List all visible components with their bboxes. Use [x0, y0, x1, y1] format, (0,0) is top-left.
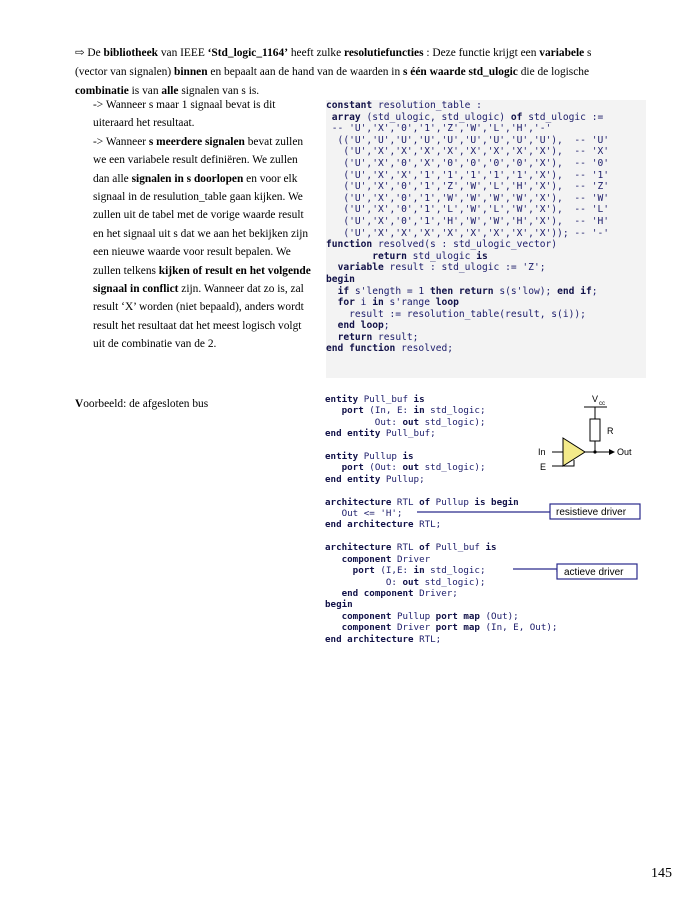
code-line: entity Pullup is: [325, 451, 414, 463]
arrow-icon: ⇨: [75, 47, 85, 59]
code-line: architecture RTL of Pull_buf is: [325, 542, 497, 554]
resolution-function-code: [326, 100, 646, 378]
code-line: end entity Pull_buf;: [325, 428, 436, 440]
code-line: end component Driver;: [341, 587, 458, 599]
code-line: variable result : std_ulogic := 'Z';: [337, 262, 546, 274]
code-line: return result;: [337, 331, 419, 343]
code-line: ('U','X','X','X','X','X','X','X','X')); -- '-': [343, 227, 610, 239]
code-line: ('U','X','0','X','0','0','0','0','X'), -- '0': [343, 157, 610, 169]
explanation-single-signal: -> Wanneer s maar 1 signaal bevat is dit uiteraard het resultaat.: [93, 99, 276, 130]
code-line: return std_ulogic is: [372, 250, 488, 262]
code-line: array (std_ulogic, std_ulogic) of std_ulogic :=: [331, 111, 604, 123]
vcc-label: V: [592, 394, 599, 404]
code-line: Out <= 'H';: [341, 508, 403, 520]
code-line: begin: [326, 273, 355, 285]
code-line: Out: out std_logic);: [325, 416, 486, 428]
code-line: component Pullup port map (Out);: [341, 610, 519, 622]
code-line: ('U','X','X','X','X','X','X','X','X'), -- 'X': [343, 146, 610, 158]
active-driver-label: actieve driver: [564, 567, 624, 578]
example-heading: Voorbeeld: de afgesloten bus: [75, 398, 209, 410]
code-line: end architecture RTL;: [325, 633, 442, 645]
code-line: begin: [325, 599, 353, 611]
resistor-icon: [590, 419, 600, 441]
bus-example-figure: [325, 394, 645, 645]
code-line: (('U','U','U','U','U','U','U','U','U'), -- 'U': [337, 134, 610, 146]
out-label: Out: [617, 447, 632, 457]
code-line: port (I,E: in std_logic;: [352, 565, 486, 577]
code-line: ('U','X','0','1','L','W','L','W','X'), -- 'L': [343, 204, 610, 216]
code-line: port (Out: out std_logic);: [341, 462, 486, 474]
arrow-right-icon: [609, 449, 615, 455]
code-line: end function resolved;: [326, 343, 454, 355]
code-line: end entity Pullup;: [325, 473, 425, 485]
code-line: -- 'U','X','0','1','Z','W','L','H','-': [331, 123, 552, 135]
code-line: for i in s'range loop: [337, 297, 459, 309]
code-line: end loop;: [337, 320, 390, 332]
code-line: ('U','X','0','1','H','W','W','H','X'), -- 'H': [343, 215, 610, 227]
intro-paragraph: ⇨ De bibliotheek van IEEE ‘Std_logic_1164’ heeft zulke resolutiefuncties : Deze functie krijgt een variabele s (vector van signalen) binnen en bepaalt aan de hand van de waarden in s één waarde std_ulogic die de logische combinatie is van alle signalen van s is.: [75, 47, 592, 97]
code-line: component Driver: [341, 553, 431, 565]
code-line: ('U','X','0','1','Z','W','L','H','X'), -- 'Z': [343, 181, 610, 193]
code-line: O: out std_logic);: [325, 576, 486, 588]
resolution-code-block: [326, 100, 646, 355]
code-line: result := resolution_table(result, s(i));: [349, 308, 586, 320]
resistor-label: R: [607, 426, 614, 436]
code-line: component Driver port map (In, E, Out);: [341, 622, 558, 634]
code-line: port (In, E: in std_logic;: [341, 405, 486, 417]
code-line: ('U','X','X','1','1','1','1','1','X'), -- '1': [343, 169, 610, 181]
resistive-driver-label: resistieve driver: [556, 507, 627, 518]
page-number: 145: [651, 866, 672, 881]
code-line: entity Pull_buf is: [325, 394, 425, 405]
code-line: end architecture RTL;: [325, 519, 442, 531]
explanation-multiple-signals: -> Wanneer s meerdere signalen bevat zullen we een variabele result definiëren. We zullen dan alle signalen in s doorlopen en voor elk signaal in de resulution_table gaan kijken. We zullen uit de tabel met de vorige waarde result en het signaal uit s dat we aan het bekijken zijn een nieuwe waarde voor result bepalen. We zullen telkens kijken of result en het volgende signaal in conflict zijn. Wanneer dat zo is, zal result ‘X’ worden (niet bepaald), anders wordt result het resultaat dat het meest logisch volgt uit de combinatie van de 2.: [93, 135, 311, 351]
vcc-subscript: cc: [599, 401, 605, 407]
enable-label: E: [540, 462, 547, 472]
in-label: In: [538, 447, 546, 457]
code-line: constant resolution_table :: [326, 100, 482, 111]
pull-buffer-diagram: [325, 394, 645, 630]
code-line: architecture RTL of Pullup is begin: [325, 496, 519, 508]
explanation-column: [93, 96, 315, 354]
code-line: ('U','X','0','1','W','W','W','W','X'), -- 'W': [343, 192, 610, 204]
code-line: if s'length = 1 then return s(s'low); end if;: [337, 285, 598, 297]
code-line: function resolved(s : std_ulogic_vector): [326, 239, 558, 251]
